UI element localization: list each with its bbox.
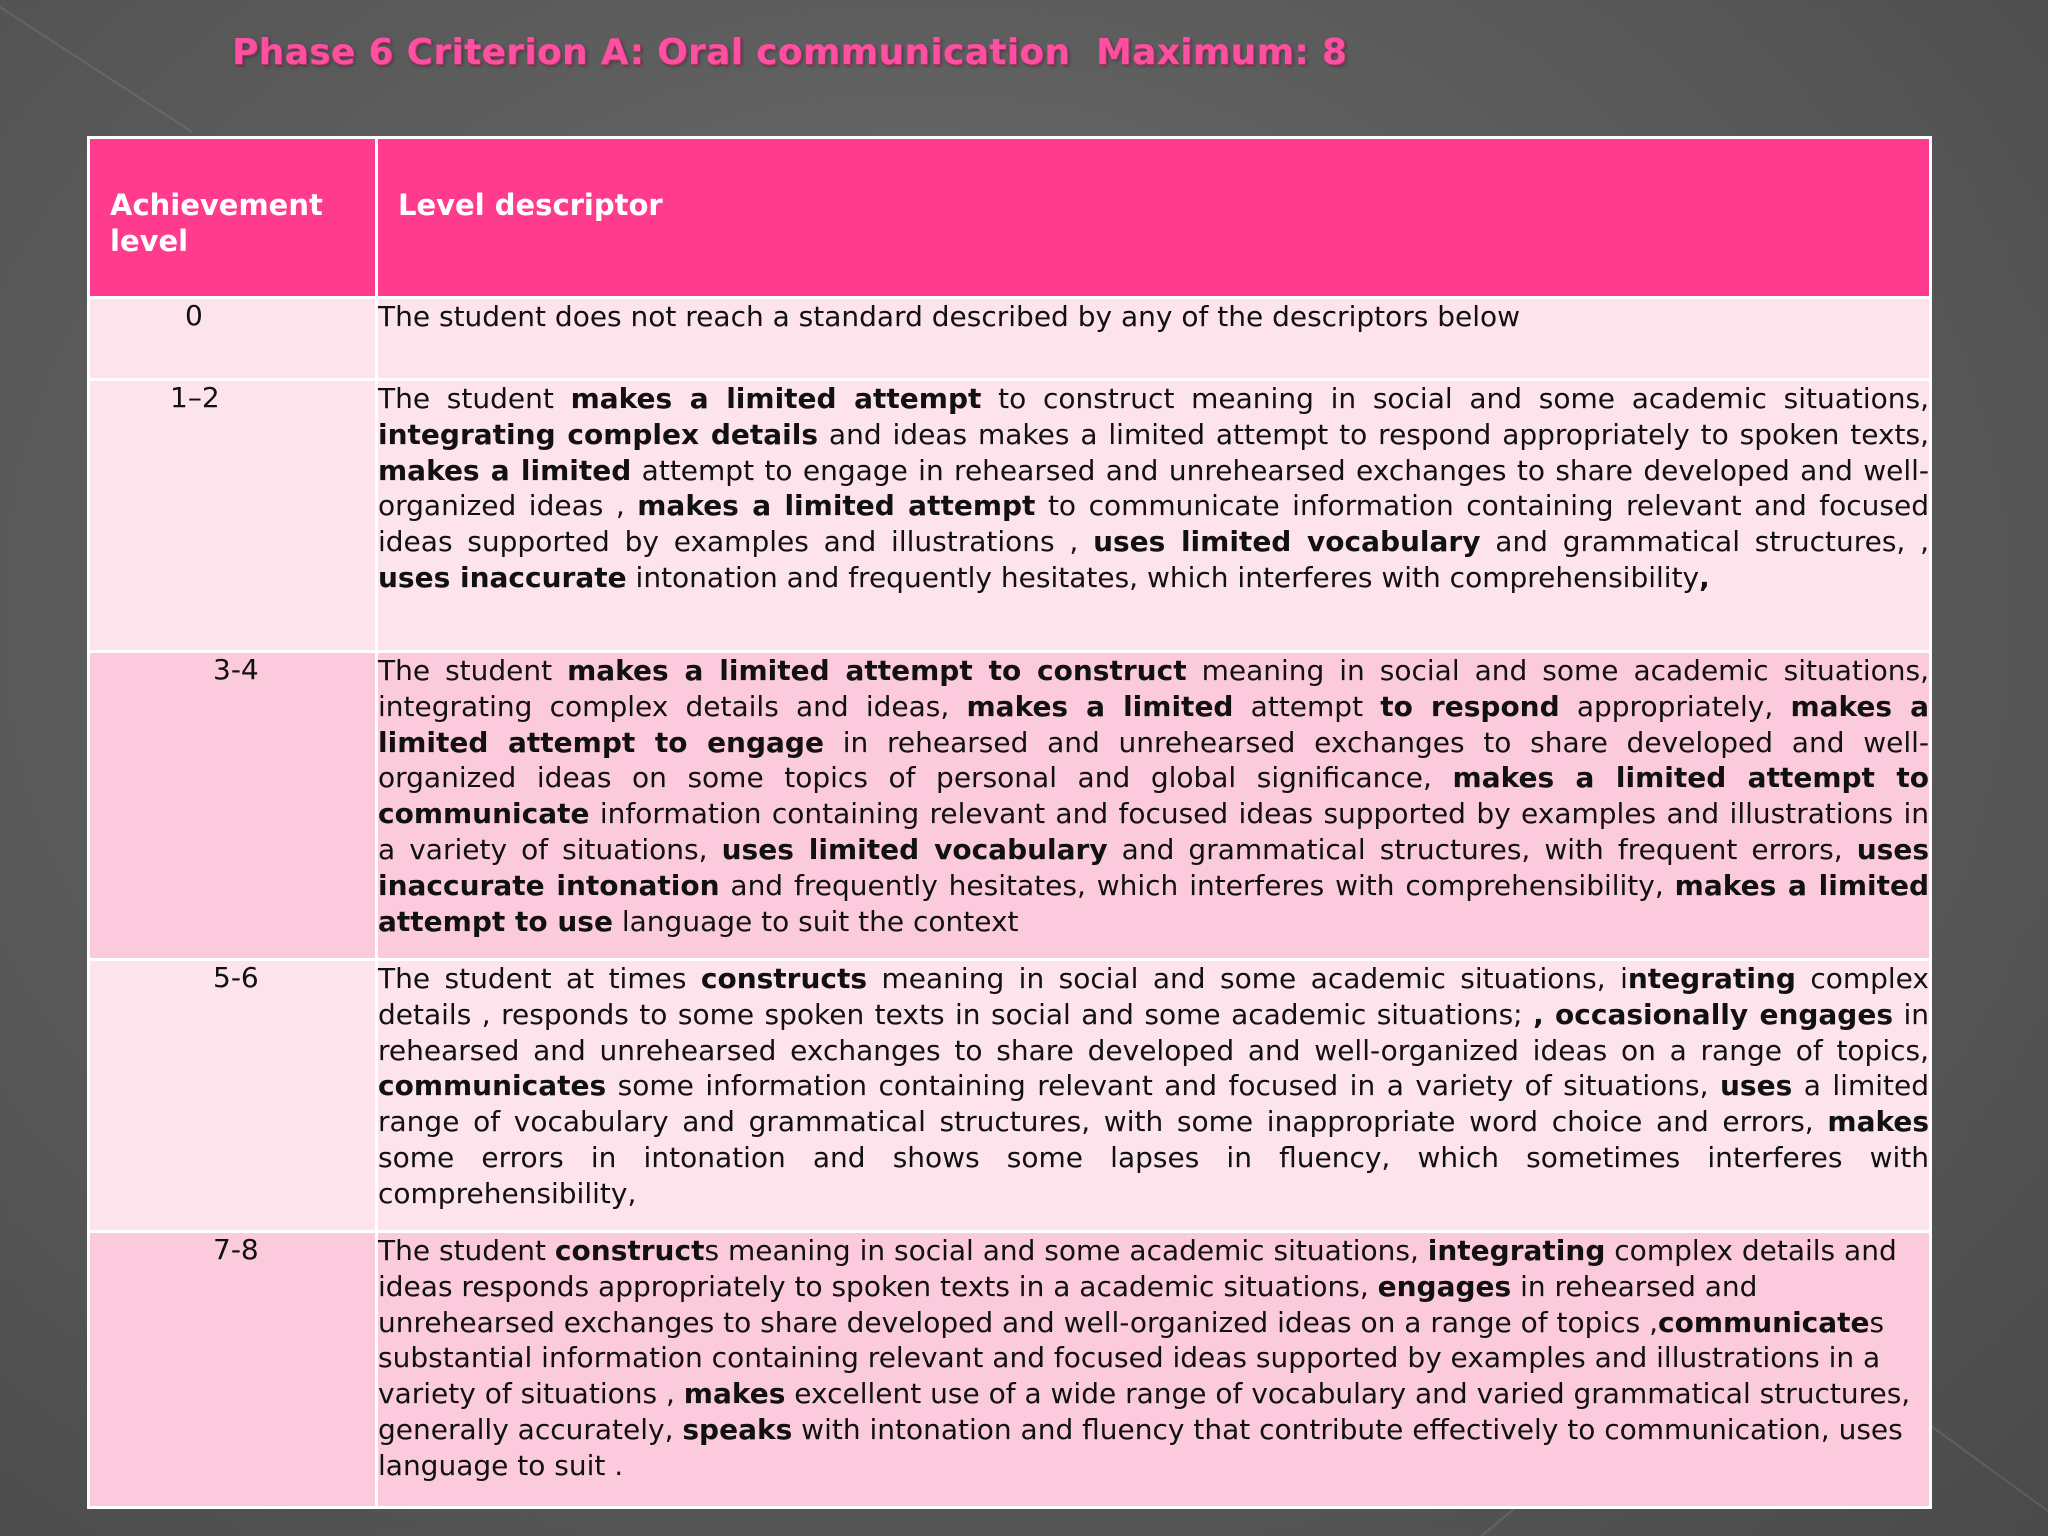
descriptor-emphasis: uses limited vocabulary bbox=[1093, 525, 1481, 559]
descriptor-text: with intonation and fluency that contribute effectively to communication, uses language to suit . bbox=[378, 1412, 1903, 1482]
descriptor-text: and frequently hesitates, which interferes with comprehensibility, bbox=[719, 868, 1675, 902]
level-descriptor-cell bbox=[377, 1232, 1931, 1508]
descriptor-emphasis: ntegrating bbox=[1627, 962, 1796, 995]
descriptor-emphasis: makes a limited attempt to engage bbox=[378, 689, 1930, 759]
descriptor-text: meaning in social and some academic situations, integrating complex details and ideas, bbox=[378, 654, 1929, 723]
descriptor-text: some information containing relevant and focused in a variety of situations, bbox=[606, 1069, 1720, 1103]
descriptor-emphasis: makes a limited attempt bbox=[637, 489, 1036, 523]
descriptor-text: The student bbox=[378, 1234, 555, 1267]
descriptor-emphasis: uses inaccurate intonation bbox=[378, 832, 1929, 902]
descriptor-text: appropriately, bbox=[1559, 689, 1791, 723]
descriptor-emphasis: engages bbox=[1377, 1269, 1512, 1303]
descriptor-text: complex details , responds to some spoken texts in social and some academic situations; bbox=[378, 962, 1929, 1031]
header-level-descriptor: Level descriptor bbox=[377, 138, 1931, 298]
level-descriptor-cell bbox=[377, 298, 1931, 380]
decorative-line-top-left bbox=[0, 6, 193, 133]
descriptor-emphasis: makes a limited attempt to communicate bbox=[378, 761, 1929, 831]
descriptor-text: The student bbox=[378, 654, 568, 687]
descriptor-emphasis: makes a limited attempt to construct bbox=[567, 654, 1187, 687]
descriptor-text: and grammatical structures, with frequent errors, bbox=[1107, 832, 1857, 866]
descriptor-emphasis: makes a limited bbox=[378, 453, 632, 487]
header-achievement-level: Achievement level bbox=[89, 138, 377, 298]
descriptor-text: The student bbox=[378, 382, 571, 415]
level-descriptor-cell bbox=[377, 652, 1931, 960]
descriptor-emphasis: integrating complex details bbox=[378, 417, 819, 451]
descriptor-emphasis: to respond bbox=[1380, 689, 1560, 723]
descriptor-emphasis: makes bbox=[1827, 1105, 1929, 1139]
descriptor-text: a limited range of vocabulary and grammatical structures, with some inappropriate word choice and errors, bbox=[378, 1069, 1929, 1139]
descriptor-text: meaning in social and some academic situations, i bbox=[867, 962, 1628, 995]
descriptor-text: attempt to engage in rehearsed and unrehearsed exchanges to share developed and well-organized ideas , bbox=[378, 453, 1930, 523]
descriptor-emphasis: communicates bbox=[378, 1069, 607, 1103]
descriptor-text: information containing relevant and focused ideas supported by examples and illustrations in a variety of situations, bbox=[378, 797, 1929, 866]
descriptor-emphasis: constructs bbox=[700, 962, 868, 995]
achievement-level-cell: 1–2 bbox=[89, 380, 377, 652]
table-header-row bbox=[89, 138, 1931, 298]
descriptor-emphasis: uses limited vocabulary bbox=[721, 832, 1108, 866]
descriptor-emphasis: makes a limited bbox=[966, 689, 1234, 723]
descriptor-emphasis: makes a limited attempt bbox=[570, 382, 982, 415]
descriptor-text: in rehearsed and unrehearsed exchanges to share developed and well-organized ideas on some topics of personal and global significance, bbox=[378, 725, 1930, 795]
descriptor-emphasis: , bbox=[1699, 560, 1710, 594]
descriptor-text: The student at times bbox=[378, 962, 701, 995]
descriptor-emphasis: construct bbox=[554, 1234, 705, 1267]
table-row bbox=[89, 380, 1931, 652]
slide-title: Phase 6 Criterion A: Oral communication Maximum: 8 bbox=[232, 32, 1348, 73]
descriptor-emphasis: communicate bbox=[1658, 1305, 1870, 1339]
level-descriptor-cell bbox=[377, 960, 1931, 1232]
descriptor-text: complex details and ideas responds appropriately to spoken texts in a academic situations, bbox=[378, 1234, 1897, 1303]
descriptor-emphasis: uses bbox=[1719, 1069, 1793, 1103]
descriptor-emphasis: , occasionally engages bbox=[1533, 997, 1894, 1031]
descriptor-text: in rehearsed and unrehearsed exchanges to share developed and well-organized ideas on a range of topics, bbox=[378, 997, 1930, 1067]
achievement-level-cell: 0 bbox=[89, 298, 377, 380]
descriptor-emphasis: uses inaccurate bbox=[378, 560, 627, 594]
achievement-level-cell: 5-6 bbox=[89, 960, 377, 1232]
descriptor-text: and grammatical structures, , bbox=[1480, 525, 1930, 559]
descriptor-emphasis: makes a limited attempt to use bbox=[378, 868, 1930, 938]
table-row bbox=[89, 298, 1931, 380]
level-descriptor-cell bbox=[377, 380, 1931, 652]
descriptor-text: in rehearsed and unrehearsed exchanges to share developed and well-organized ideas on a range of topics , bbox=[378, 1269, 1758, 1339]
descriptor-text: language to suit the context bbox=[612, 904, 1019, 938]
descriptor-text: to construct meaning in social and some academic situations, bbox=[981, 382, 1929, 415]
table-row bbox=[89, 652, 1931, 960]
achievement-level-cell: 7-8 bbox=[89, 1232, 377, 1508]
descriptor-text: s meaning in social and some academic situations, bbox=[704, 1234, 1428, 1267]
descriptor-emphasis: speaks bbox=[682, 1412, 793, 1446]
achievement-level-cell: 3-4 bbox=[89, 652, 377, 960]
descriptor-text: to communicate information containing relevant and focused ideas supported by examples and illustrations , bbox=[378, 489, 1930, 559]
table-row bbox=[89, 1232, 1931, 1508]
descriptor-text: attempt bbox=[1233, 689, 1381, 723]
descriptor-text: s substantial information containing relevant and focused ideas supported by examples and illustrations in a variety of situations , bbox=[378, 1305, 1885, 1411]
descriptor-text: some errors in intonation and shows some lapses in fluency, which sometimes interferes with comprehensibility, bbox=[378, 1140, 1929, 1210]
rubric-table bbox=[87, 136, 1932, 1509]
descriptor-emphasis: makes bbox=[683, 1377, 786, 1411]
table-row bbox=[89, 960, 1931, 1232]
descriptor-text: The student does not reach a standard described by any of the descriptors below bbox=[378, 300, 1521, 333]
descriptor-emphasis: integrating bbox=[1427, 1234, 1606, 1267]
descriptor-text: intonation and frequently hesitates, which interferes with comprehensibility bbox=[626, 560, 1700, 594]
descriptor-text: excellent use of a wide range of vocabulary and varied grammatical structures, generally accurately, bbox=[378, 1377, 1911, 1446]
descriptor-text: and ideas makes a limited attempt to respond appropriately to spoken texts, bbox=[818, 417, 1930, 451]
